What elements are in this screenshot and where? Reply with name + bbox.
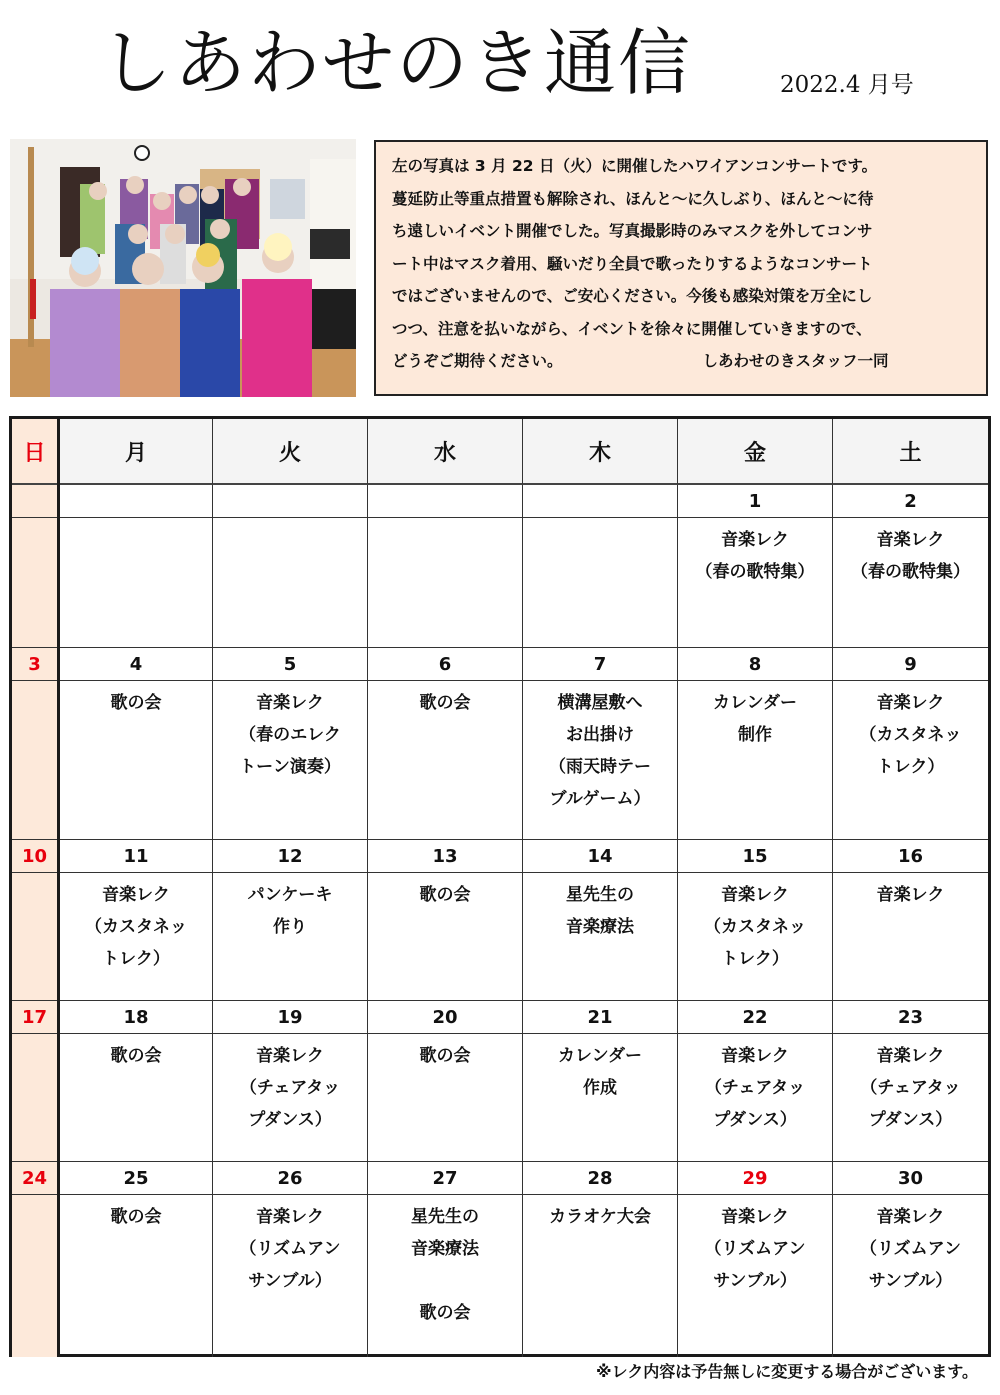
day-date: 30 [833,1162,988,1195]
newsletter-title: しあわせのき通信 [100,21,693,105]
event-line: 音楽療法 [411,1239,479,1259]
event-line: サンブル） [868,1271,953,1291]
event-line: トレク） [876,757,945,777]
event-line: （春のエレク [239,725,341,745]
day-events [213,681,368,840]
event-line: 横溝屋敷へ [557,693,643,713]
day-events [678,681,833,840]
day-events [60,873,213,1001]
event-line: （リズムアン [704,1239,806,1259]
event-line: 作成 [583,1078,617,1098]
day-events [60,518,213,648]
day-date: 6 [368,648,523,681]
event-line: （チェアタッ [239,1078,341,1098]
day-date [368,485,523,518]
event-line: プダンス） [248,1110,332,1130]
event-line: 歌の会 [419,1303,471,1323]
day-date: 22 [678,1001,833,1034]
day-events [833,681,988,840]
event-line: お出掛け [566,725,634,745]
day-events [523,873,678,1001]
weekday-header-sun: 日 [12,419,57,485]
event-line: プダンス） [868,1110,953,1130]
notice-line: 蔓延防止等重点措置も解除され、ほんと～に久しぶり、ほんと～に待 [392,189,874,208]
day-date [523,485,678,518]
event-line: 歌の会 [110,693,162,713]
weekday-header: 火 [213,419,368,485]
event-line: 音楽レク [876,885,945,905]
event-line: （春の歌特集） [695,562,815,582]
notice-line [392,345,976,378]
sunday-date: 3 [12,648,57,681]
event-line: （リズムアン [239,1239,341,1259]
day-date [213,485,368,518]
event-line: （チェアタッ [704,1078,806,1098]
sunday-date: 17 [12,1001,57,1034]
notice-line: つつ、注意を払いながら、イベントを徐々に開催していきますので、 [392,319,872,338]
event-line: 制作 [738,725,772,745]
day-date: 7 [523,648,678,681]
event-line: （リズムアン [860,1239,961,1259]
event-line: 音楽レク [721,1046,789,1066]
event-line: 音楽レク [721,885,789,905]
day-events [523,681,678,840]
event-line: 星先生の [411,1207,479,1227]
day-events [833,873,988,1001]
day-events [678,1195,833,1357]
event-line: 音楽レク [721,530,789,550]
day-events [213,518,368,648]
day-events [368,1034,523,1162]
event-line: （カスタネッ [704,917,806,937]
day-events [368,873,523,1001]
notice-closing: どうぞご期待ください。 [392,352,563,370]
day-date: 4 [60,648,213,681]
day-events [523,1034,678,1162]
sunday-date [12,485,57,518]
event-line: 音楽レク [102,885,170,905]
sunday-events [12,518,57,648]
sunday-date: 24 [12,1162,57,1195]
event-line: （春の歌特集） [851,562,970,582]
day-events [678,518,833,648]
day-date: 28 [523,1162,678,1195]
day-date: 19 [213,1001,368,1034]
day-date: 5 [213,648,368,681]
event-line: カレンダー [558,1046,642,1066]
day-events [368,681,523,840]
event-line: カラオケ大会 [549,1207,651,1227]
notice-line: ート中はマスク着用、騒いだり全員で歌ったりするようなコンサート [392,254,873,273]
day-date: 21 [523,1001,678,1034]
notice-signature: しあわせのきスタッフ一同 [702,352,889,370]
weekday-header: 土 [833,419,988,485]
day-date: 29 [678,1162,833,1195]
issue-label: 2022.4 月号 [780,72,914,98]
day-date: 1 [678,485,833,518]
day-events [523,518,678,648]
day-date: 9 [833,648,988,681]
weekday-header: 月 [60,419,213,485]
notice-box [374,140,988,396]
event-line: 音楽レク [721,1207,789,1227]
day-events [213,873,368,1001]
event-line: 音楽レク [876,693,945,713]
weekday-header: 水 [368,419,523,485]
day-date: 18 [60,1001,213,1034]
day-date: 27 [368,1162,523,1195]
event-line: ブルゲーム） [549,789,651,809]
day-date: 25 [60,1162,213,1195]
event-line: 音楽レク [256,693,324,713]
event-line: （チェアタッ [860,1078,961,1098]
sunday-events [12,1034,57,1162]
weekday-header: 金 [678,419,833,485]
day-date: 12 [213,840,368,873]
concert-photo [10,139,356,397]
day-events [833,1195,988,1357]
day-date: 20 [368,1001,523,1034]
day-events [213,1034,368,1162]
event-line: 音楽療法 [566,917,634,937]
event-line: 歌の会 [419,693,471,713]
event-line: （カスタネッ [85,917,187,937]
event-line: 音楽レク [876,1046,945,1066]
event-line: 星先生の [566,885,634,905]
day-events [60,681,213,840]
footer-note: ※レク内容は予告無しに変更する場合がございます。 [596,1362,978,1381]
event-line: 音楽レク [256,1046,324,1066]
sunday-events [12,681,57,840]
event-line: 歌の会 [110,1046,162,1066]
day-events [523,1195,678,1357]
day-date: 14 [523,840,678,873]
day-date: 23 [833,1001,988,1034]
weekday-header: 木 [523,419,678,485]
event-line: 音楽レク [256,1207,324,1227]
event-line: 音楽レク [876,530,945,550]
day-date: 15 [678,840,833,873]
day-events [833,1034,988,1162]
day-date: 16 [833,840,988,873]
event-line: （カスタネッ [859,725,962,745]
sunday-events [12,873,57,1001]
day-date: 2 [833,485,988,518]
sunday-date: 10 [12,840,57,873]
day-events [678,873,833,1001]
notice-line: ではございませんので、ご安心ください。今後も感染対策を万全にし [392,287,873,305]
day-date: 11 [60,840,213,873]
event-line: パンケーキ [247,885,333,905]
event-line: 歌の会 [110,1207,162,1227]
sunday-events [12,1195,57,1357]
event-line: サンブル） [713,1271,797,1291]
day-date: 8 [678,648,833,681]
day-events [60,1034,213,1162]
day-date: 26 [213,1162,368,1195]
day-events [368,518,523,648]
event-line: プダンス） [713,1110,797,1130]
day-events [368,1195,523,1357]
day-events [213,1195,368,1357]
activity-calendar [9,416,991,1357]
event-line: トーン演奏） [239,757,341,777]
event-line: サンブル） [248,1271,332,1291]
day-date [60,485,213,518]
day-events [833,518,988,648]
event-line: トレク） [721,949,789,969]
event-line: トレク） [102,949,170,969]
event-line: 歌の会 [419,885,471,905]
day-events [678,1034,833,1162]
notice-line: 左の写真は 3 月 22 日（火）に開催したハワイアンコンサートです。 [392,157,878,175]
event-line: 歌の会 [419,1046,471,1066]
event-line: カレンダー [713,693,797,713]
day-date: 13 [368,840,523,873]
photo-illustration [10,139,356,397]
notice-line: ち遠しいイベント開催でした。写真撮影時のみマスクを外してコンサ [392,222,873,240]
event-line [442,1265,448,1297]
event-line: 作り [273,917,307,937]
event-line: （雨天時テー [549,757,651,777]
day-events [60,1195,213,1357]
event-line: 音楽レク [876,1207,945,1227]
